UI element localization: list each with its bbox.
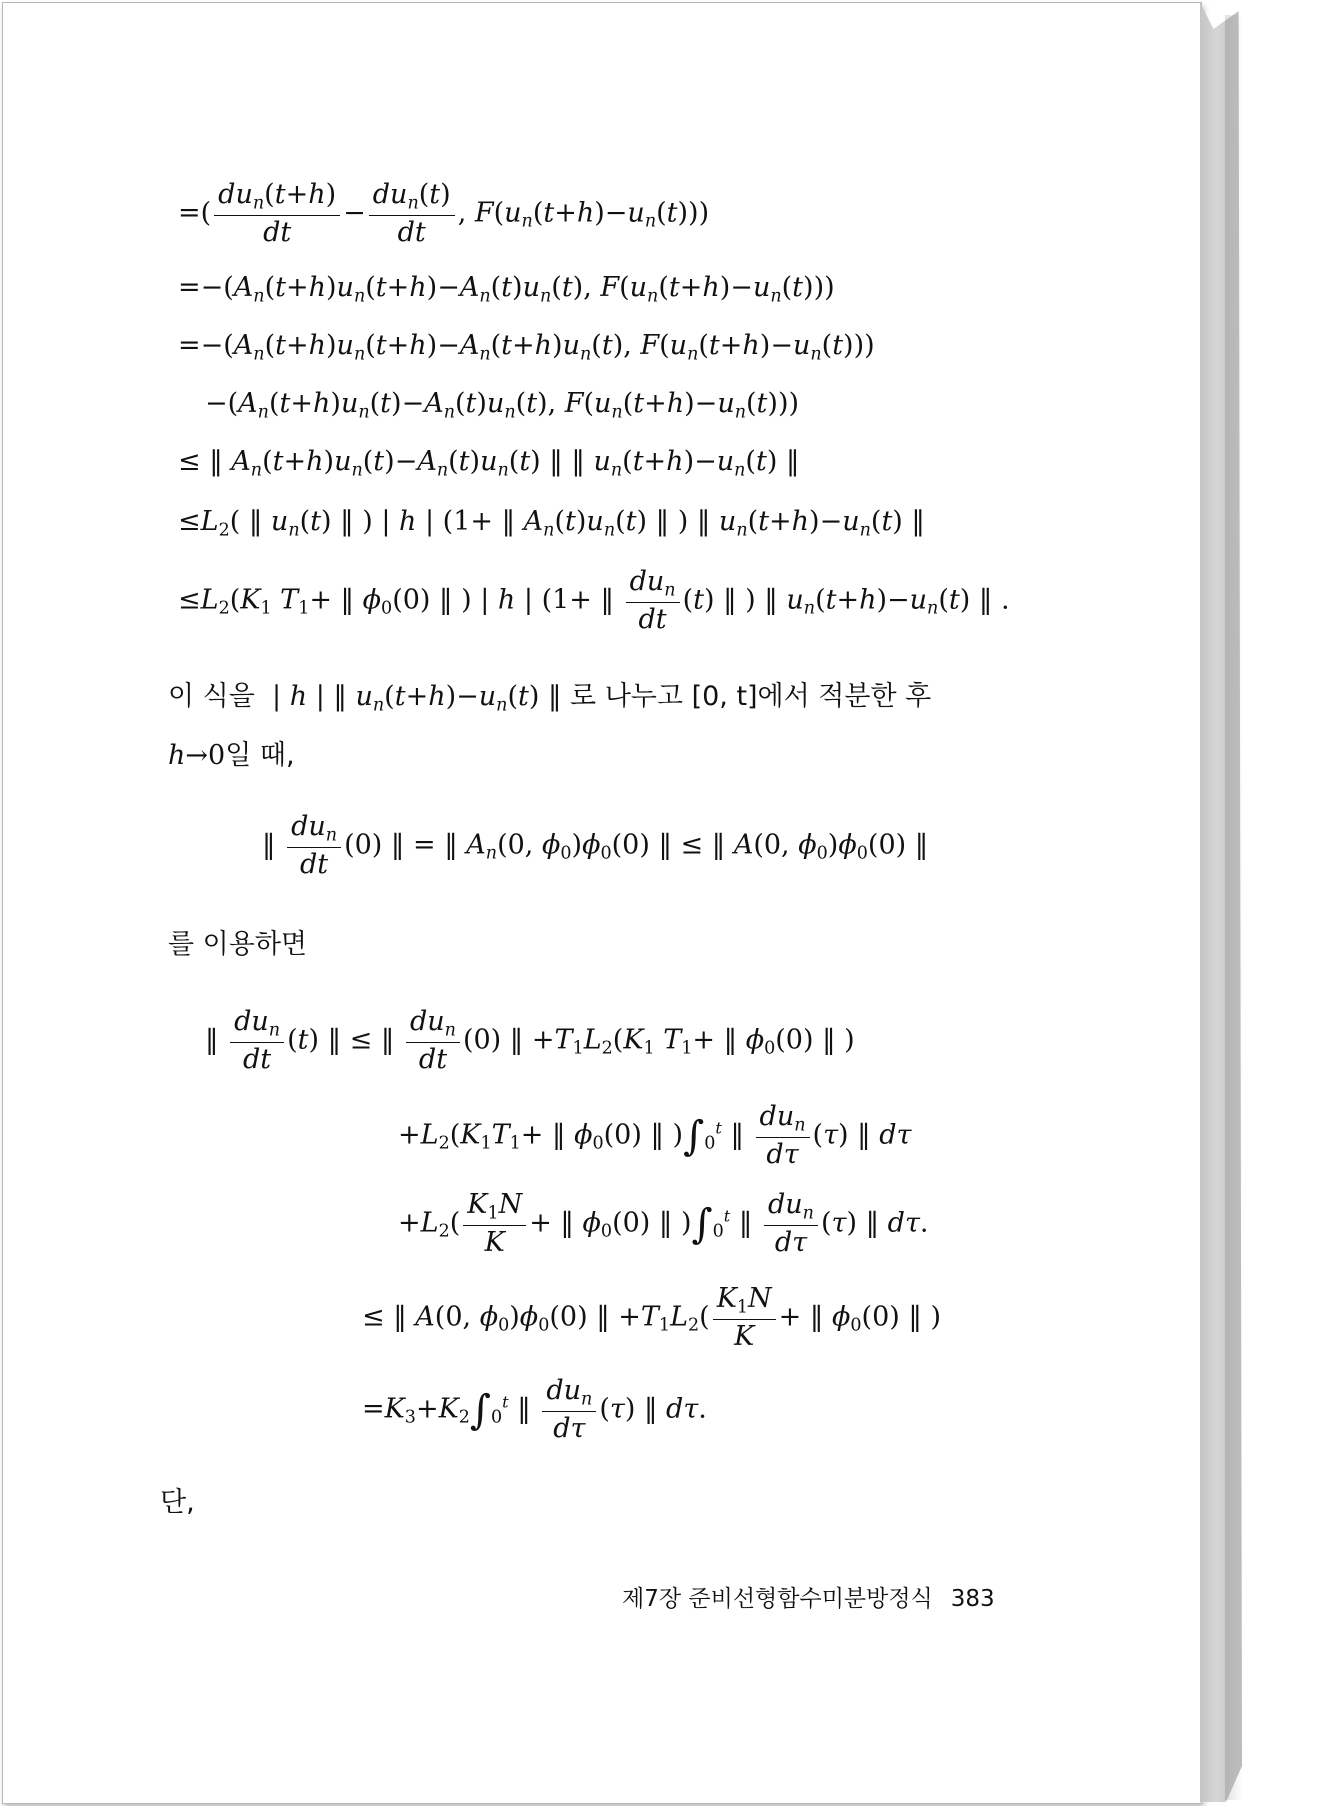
equation-line: =( $\frac{du_n(t+h)}{dt}$ − $\frac{du_n(t)}{dt}$ , $F(u_n(t+h)-u_n(t))$) <box>178 179 710 249</box>
equation-line: ≤ ‖ $A_n(t+h)u_n(t)-A_n(t)u_n(t)$ ‖ ‖ $u_n(t+h)-u_n(t)$ ‖ <box>178 446 800 481</box>
equation-line: $=-(A_n(t+h)u_n(t+h)-A_n(t+h)u_n(t)$, $F(u_n(t+h)-u_n(t))$) <box>178 330 875 365</box>
equation-line: $-(A_n(t+h)u_n(t)-A_n(t)u_n(t)$, $F(u_n(t+h)-u_n(t))$) <box>205 388 800 423</box>
text-line: 이 식을 | h | ‖ $u_n(t+h)-u_n(t)$ ‖ 로 나누고 [0, t]에서 적분한 후 <box>168 681 932 716</box>
equation-line: ‖ $\frac{du_n}{dt}$ (t) ‖ ≤ ‖ $\frac{du_n}{dt}$ (0) ‖ $+T_1L_2(K_1$ $T_1+$ ‖ $\phi_0(0)$ ‖ ) <box>205 1006 855 1076</box>
equation-line: ‖ $\frac{du_n}{dt}$ (0) ‖ = ‖ $A_n(0$, $\phi_0)\phi_0(0)$ ‖ ≤ ‖ A(0, $\phi_0)\phi_0(0)$ ‖ <box>262 811 929 881</box>
equation-line: $+L_2(K_1T_1+$ ‖ $\phi_0(0)$ ‖ )$\int_0^t$ ‖ $\frac{du_n}{d\tau}$ (τ) ‖ dτ <box>398 1101 912 1171</box>
equation-line: $=-(A_n(t+h)u_n(t+h)-A_n(t)u_n(t)$, $F(u_n(t+h)-u_n(t))$) <box>178 272 835 307</box>
equation-line: ≤ ‖ A(0, $\phi_0)\phi_0(0)$ ‖ $+T_1L_2$( $\frac{K_1N}{K}$ + ‖ $\phi_0(0)$ ‖ ) <box>362 1283 941 1353</box>
page-footer <box>622 1580 995 1613</box>
text-line: h→0일 때, <box>168 740 295 771</box>
page-shadow <box>1225 15 1243 1800</box>
page-number: 383 <box>950 1586 995 1612</box>
chapter-title: 제7장 준비선형함수미분방정식 <box>622 1586 933 1612</box>
equation-line: $+L_2$( $\frac{K_1N}{K}$ + ‖ $\phi_0(0)$ ‖ )$\int_0^t$ ‖ $\frac{du_n}{d\tau}$ (τ) ‖ dτ. <box>398 1189 929 1259</box>
text-line: 단, <box>160 1487 195 1518</box>
equation-line: $\le L_2(K_1$ $T_1+$ ‖ $\phi_0(0)$ ‖ ) | h | (1+ ‖ $\frac{du_n}{dt}$ (t) ‖ ) ‖ $u_n(t+h)-u_n(t)$ ‖ . <box>178 566 1010 636</box>
equation-line: $\le L_2$( ‖ $u_n(t)$ ‖ ) | h | (1+ ‖ $A_n(t)u_n(t)$ ‖ ) ‖ $u_n(t+h)-u_n(t)$ ‖ <box>178 506 925 541</box>
equation-line: $=K_3+K_2\int_0^t$ ‖ $\frac{du_n}{d\tau}$ (τ) ‖ dτ. <box>362 1375 707 1445</box>
text-line: 를 이용하면 <box>168 929 307 960</box>
